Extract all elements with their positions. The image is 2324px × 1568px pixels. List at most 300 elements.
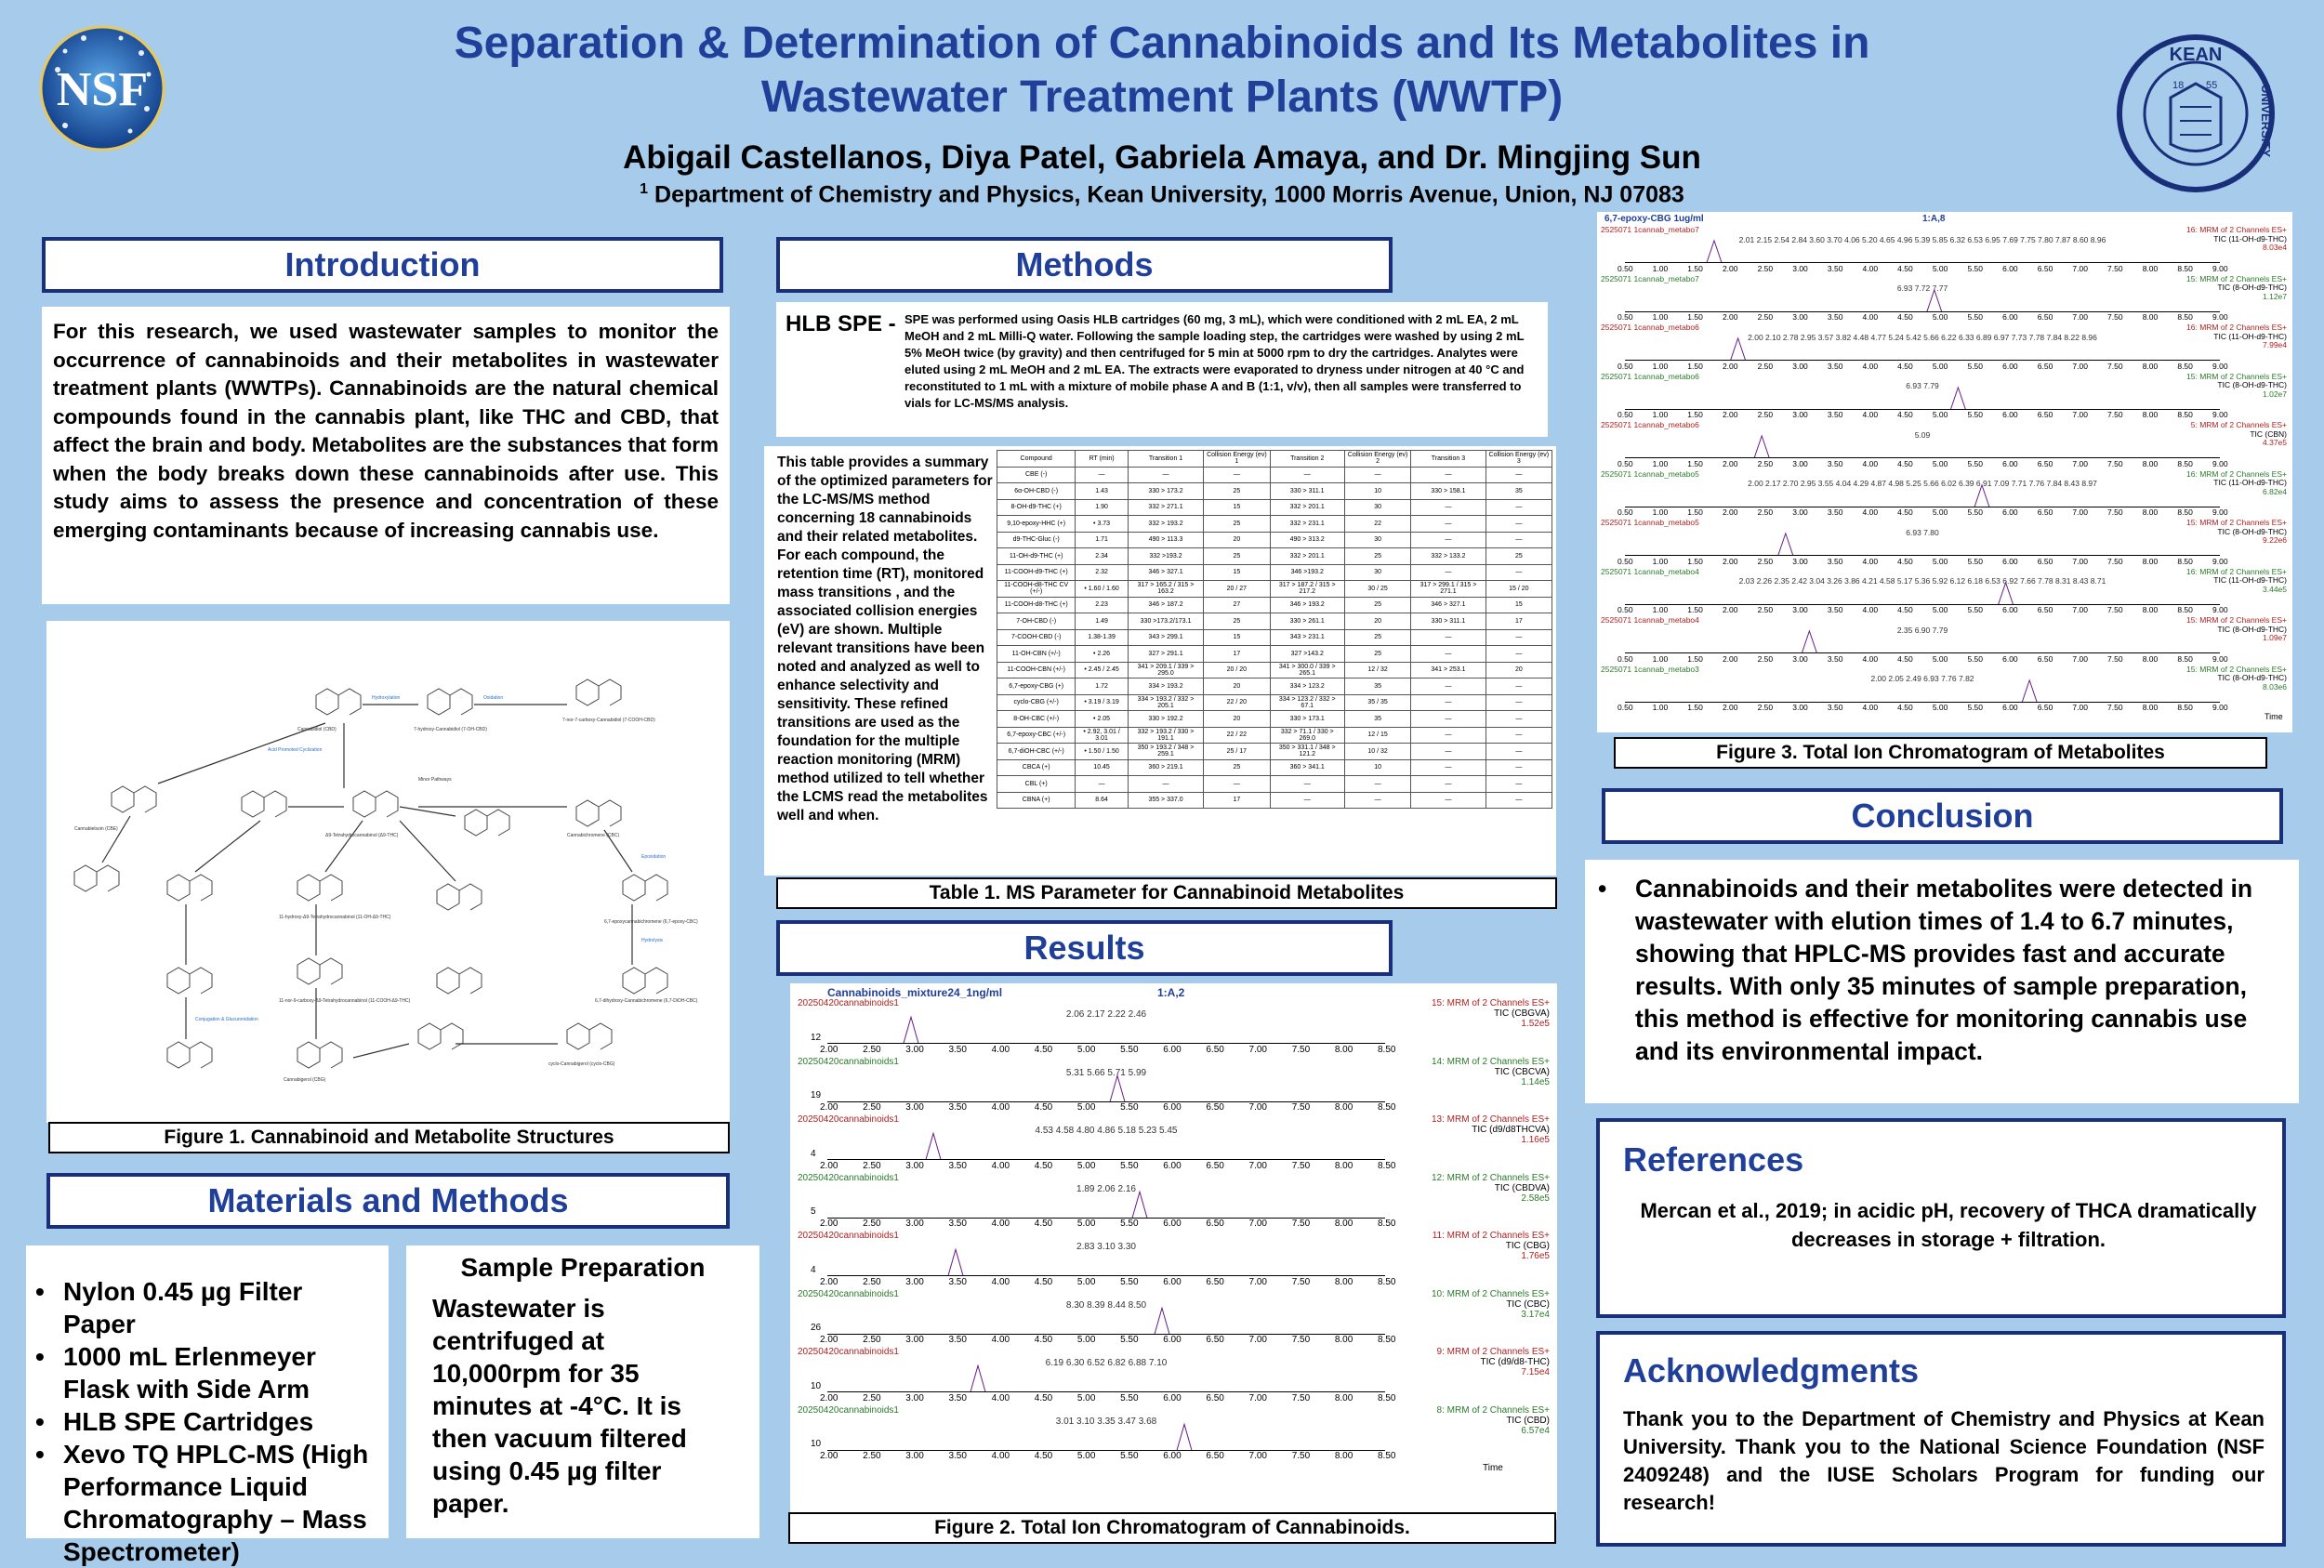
- axis-tick-label: 6.50: [2037, 653, 2053, 664]
- axis-tick-label: 6.50: [2037, 263, 2053, 273]
- table-cell: 12 / 32: [1344, 662, 1410, 679]
- axis-tick-label: 4.00: [1862, 410, 1879, 419]
- table-cell: 25: [1344, 597, 1410, 613]
- trace-intensity: 3.17e4: [1521, 1309, 1550, 1320]
- table-cell: 327 > 291.1: [1128, 646, 1203, 663]
- axis-tick-label: 6.50: [1206, 1276, 1224, 1287]
- trace-intensity: 8.03e6: [2263, 681, 2287, 692]
- axis-tick-label: 4.50: [1034, 1160, 1053, 1171]
- axis-tick-label: 1.50: [1687, 410, 1703, 419]
- figure3-caption: Figure 3. Total Ion Chromatogram of Metabolites: [1614, 737, 2267, 769]
- axis-tick-label: 3.50: [1827, 653, 1843, 664]
- title-line-2: Wastewater Treatment Plants (WWTP): [760, 72, 1564, 122]
- axis-tick-label: 3.50: [948, 1276, 967, 1287]
- trace-plot: [1625, 225, 2220, 274]
- axis-tick-label: 2.00: [820, 1451, 838, 1461]
- axis-tick-label: 9.00: [2212, 361, 2228, 371]
- references-text: Mercan et al., 2019; in acidic pH, recovery of THCA dramatically decreases in storage + filtration.: [1640, 1199, 2257, 1251]
- table-cell: 350 > 193.2 / 348 > 259.1: [1128, 744, 1203, 760]
- table-row: [997, 629, 1552, 646]
- table-cell: —: [1486, 532, 1552, 548]
- trace-peaks: 2.35 6.90 7.79: [1896, 625, 1948, 635]
- axis-tick-label: 6.50: [2037, 605, 2053, 614]
- trace-channel: 15: MRM of 2 Channels ES+: [2186, 518, 2287, 527]
- trace-y-value: 5: [811, 1206, 816, 1217]
- trace-sample: 2525071 1cannab_metabo4: [1601, 566, 1699, 576]
- axis-tick-label: 3.00: [905, 1451, 924, 1461]
- table-cell: 11-COOH-d8-THC CV (+/-): [997, 581, 1076, 598]
- axis-tick-label: 3.50: [948, 1102, 967, 1113]
- axis-tick-label: 2.00: [1722, 653, 1738, 664]
- table-cell: 341 > 253.1: [1411, 662, 1486, 679]
- axis-tick-label: 6.50: [1206, 1392, 1224, 1403]
- axis-tick-label: 7.00: [1248, 1044, 1267, 1055]
- axis-tick-label: 2.50: [863, 1102, 881, 1113]
- axis-tick-label: 3.00: [1792, 458, 1808, 468]
- table-cell: d9-THC-Gluc (-): [997, 532, 1076, 548]
- fig1-label-7cooh-cbd: 7-nor-7-carboxy-Cannabidiol (7-COOH-CBD): [562, 718, 655, 723]
- table-cell: —: [1411, 629, 1486, 646]
- table-cell: —: [1486, 516, 1552, 533]
- table-cell: 334 > 123.2: [1270, 679, 1344, 695]
- axis-tick-label: 8.00: [1334, 1219, 1353, 1229]
- axis-tick-label: 2.50: [1757, 263, 1774, 273]
- materials-list: [35, 1275, 379, 1568]
- table-cell: 25: [1344, 629, 1410, 646]
- axis-tick-label: 2.50: [1757, 507, 1774, 517]
- axis-tick-label: 6.00: [2002, 556, 2018, 566]
- table-cell: 346 > 187.2: [1128, 597, 1203, 613]
- table-cell: 25: [1204, 483, 1270, 500]
- table-row: [997, 727, 1552, 744]
- table-cell: 17: [1486, 613, 1552, 630]
- table-cell: 343 > 231.1: [1270, 629, 1344, 646]
- trace-line: [1625, 582, 2220, 604]
- axis-tick-label: 0.50: [1618, 605, 1633, 614]
- trace-peaks: 3.01 3.10 3.35 3.47 3.68: [1055, 1416, 1157, 1427]
- axis-tick-label: 8.50: [2177, 458, 2193, 468]
- table-cell: —: [1411, 564, 1486, 581]
- table-cell: 330 > 192.2: [1128, 711, 1203, 728]
- axis-tick-label: 4.00: [1862, 703, 1879, 712]
- trace-plot: [1625, 274, 2220, 323]
- chromatogram-trace: [790, 1173, 1557, 1232]
- table-header-cell: Collision Energy (ev) 3: [1486, 451, 1552, 468]
- axis-tick-label: 6.00: [2002, 653, 2018, 664]
- axis-tick-label: 4.00: [991, 1160, 1010, 1171]
- table-cell: 7-OH-CBD (-): [997, 613, 1076, 630]
- axis-tick-label: 2.50: [1757, 703, 1774, 712]
- fig2-title-right: 1:A,2: [1157, 986, 1185, 999]
- trace-line: [1625, 679, 2220, 702]
- kean-seal: [2115, 33, 2278, 195]
- table-header-cell: Collision Energy (ev) 2: [1344, 451, 1410, 468]
- trace-intensity: 3.44e5: [2263, 584, 2287, 594]
- trace-y-value: 10: [811, 1380, 822, 1391]
- table-cell: —: [1076, 776, 1128, 793]
- trace-plot: [1625, 518, 2220, 567]
- axis-tick-label: 9.00: [2212, 703, 2228, 712]
- trace-peaks: 2.03 2.26 2.35 2.42 3.04 3.26 3.86 4.21 4.58 5.17 5.36 5.92 6.12 6.18 6.53 6.92 7.66 7.78 8.31 8.43 8.71: [1738, 576, 2106, 586]
- trace-sample: 20250420cannabinoids1: [798, 1056, 899, 1067]
- axis-tick-label: 8.50: [2177, 263, 2193, 273]
- introduction-text: For this research, we used wastewater samples to monitor the occurrence of cannabinoids and their metabolites in wastewater treatment plants (WWTPs). Cannabinoids are the natural chemical compounds found in the cannabis plant, like THC and CBD, that affect the brain and body. Metabolites are the substances that form when the body breaks down these cannabinoids after use. This study aims to assess the presence and concentration of these emerging contaminants because of increasing cannabis use.: [42, 307, 730, 604]
- seal-side-text: UNIVERSITY: [2259, 84, 2273, 158]
- trace-line: [827, 1075, 1385, 1101]
- table-cell: 332 > 193.2 / 330 > 191.1: [1128, 727, 1203, 744]
- table-cell: —: [1128, 776, 1203, 793]
- fig3-title: 6,7-epoxy-CBG 1ug/ml: [1604, 214, 1704, 224]
- trace-intensity: 1.52e5: [1521, 1019, 1550, 1029]
- axis-tick-label: 8.00: [1334, 1335, 1353, 1345]
- axis-tick-label: 3.50: [948, 1219, 967, 1229]
- trace-sample: 20250420cannabinoids1: [798, 998, 899, 1008]
- table-cell: —: [1411, 646, 1486, 663]
- table-cell: —: [1270, 776, 1344, 793]
- trace-intensity: 4.37e5: [2263, 438, 2287, 447]
- axis-tick-label: 8.00: [2142, 312, 2159, 322]
- fig1-label-hydrolysis: Hydrolysis: [641, 938, 664, 943]
- axis-tick-label: 8.00: [2142, 507, 2159, 517]
- trace-peaks: 8.30 8.39 8.44 8.50: [1065, 1299, 1147, 1311]
- axis-tick-label: 6.00: [2002, 410, 2018, 419]
- table-cell: —: [1486, 467, 1552, 483]
- table-header-cell: Transition 3: [1411, 451, 1486, 468]
- trace-tic: TIC (d9/d8THCVA): [1472, 1125, 1550, 1135]
- trace-line: [827, 1133, 1385, 1159]
- trace-channel: 15: MRM of 2 Channels ES+: [2186, 371, 2287, 381]
- axis-tick-label: 7.00: [2072, 653, 2088, 664]
- references-heading: References: [1623, 1140, 1804, 1179]
- axis-tick-label: 0.50: [1618, 507, 1633, 517]
- table-row: [997, 711, 1552, 728]
- fig1-label-epoxy-cbc: 6,7-epoxycannabichromene (6,7-epoxy-CBC): [604, 919, 698, 925]
- trace-tic: TIC (8-OH-d9-THC): [2217, 526, 2287, 536]
- figure1-caption: Figure 1. Cannabinoid and Metabolite Structures: [48, 1122, 730, 1153]
- fig1-label-cbg: Cannabigerol (CBG): [284, 1077, 326, 1083]
- table-cell: 10.45: [1076, 759, 1128, 776]
- table-row: [997, 516, 1552, 533]
- table-cell: 25: [1204, 759, 1270, 776]
- axis-tick-label: 8.50: [2177, 361, 2193, 371]
- table-cell: —: [1344, 792, 1410, 809]
- axis-tick-label: 8.50: [2177, 507, 2193, 517]
- acknowledgments-heading: Acknowledgments: [1623, 1351, 1920, 1390]
- materials-heading: Materials and Methods: [46, 1173, 730, 1229]
- materials-item: • Nylon 0.45 µg Filter Paper: [35, 1275, 379, 1340]
- trace-tic: TIC (CBGVA): [1494, 1008, 1550, 1019]
- trace-channel: 8: MRM of 2 Channels ES+: [1436, 1404, 1550, 1416]
- axis-tick-label: 7.00: [2072, 507, 2088, 517]
- axis-tick-label: 7.00: [2072, 361, 2088, 371]
- table-cell: 1.90: [1076, 499, 1128, 516]
- trace-tic: TIC (CBCVA): [1494, 1066, 1550, 1077]
- axis-tick-label: 7.50: [2107, 263, 2123, 273]
- table-row: [997, 776, 1552, 793]
- table-cell: 2.32: [1076, 564, 1128, 581]
- axis-tick-label: 5.00: [1076, 1451, 1096, 1461]
- ms-parameter-table: [997, 450, 1552, 809]
- axis-tick-label: 8.00: [1334, 1044, 1353, 1055]
- acknowledgments-text: Thank you to the Department of Chemistry and Physics at Kean University. Thank you to the National Science Foundation (NSF 2409248) and the IUSE Scholars Program for funding our research!: [1623, 1407, 2265, 1514]
- figure3-chromatogram: [1597, 212, 2292, 732]
- axis-tick-label: 9.00: [2212, 556, 2228, 566]
- axis-tick-label: 8.00: [1334, 1276, 1353, 1287]
- nsf-logo-text: NSF: [56, 63, 149, 116]
- axis-tick-label: 8.50: [1378, 1276, 1396, 1287]
- axis-tick-label: 7.00: [2072, 458, 2088, 468]
- axis-tick-label: 3.00: [905, 1102, 924, 1113]
- introduction-heading: Introduction: [42, 237, 723, 293]
- table-row: [997, 694, 1552, 711]
- acknowledgments-box: [1596, 1331, 2286, 1547]
- axis-tick-label: 3.50: [948, 1335, 967, 1345]
- table-cell: • 2.45 / 2.45: [1076, 662, 1128, 679]
- sample-prep-text: Wastewater is centrifuged at 10,000rpm for 35 minutes at -4°C. It is then vacuum filtered using 0.45 µg filter paper.: [432, 1294, 687, 1518]
- axis-tick-label: 1.50: [1687, 507, 1703, 517]
- hlb-spe-text: SPE was performed using Oasis HLB cartridges (60 mg, 3 mL), which were conditioned with 2 mL EA, 2 mL MeOH and 2 mL Milli-Q water. Following the sample loading step, the cartridges were washed by using 2 mL 5% MeOH twice (by gravity) and then centrifuged for 5 min at 5000 rpm to dry the cartridges. Analytes were eluted using 2 mL MeOH and 2 mL EA. The extracts were evaporated to dryness under nitrogen at 40 °C and reconstituted to 1 mL with a mixture of mobile phase A and B (1:1, v/v), then all samples were transferred to vials for LC-MS/MS analysis.: [905, 312, 1525, 410]
- table-cell: —: [1076, 467, 1128, 483]
- axis-tick-label: 6.00: [2002, 507, 2018, 517]
- trace-intensity: 1.09e7: [2263, 633, 2287, 642]
- table-header-cell: Collision Energy (ev) 1: [1204, 451, 1270, 468]
- axis-tick-label: 3.50: [948, 1160, 967, 1171]
- table-cell: 332 > 231.1: [1270, 516, 1344, 533]
- trace-y-value: 12: [811, 1032, 822, 1043]
- trace-y-value: 4: [811, 1148, 816, 1159]
- table-cell: 350 > 331.1 / 348 > 121.2: [1270, 744, 1344, 760]
- table-cell: —: [1411, 792, 1486, 809]
- table-cell: 327 >143.2: [1270, 646, 1344, 663]
- seal-year-a: 18: [2172, 80, 2185, 91]
- trace-tic: TIC (8-OH-d9-THC): [2217, 283, 2287, 292]
- table-cell: 330 > 173.1: [1270, 711, 1344, 728]
- axis-tick-label: 1.00: [1652, 653, 1669, 664]
- axis-tick-label: 4.00: [991, 1335, 1010, 1345]
- axis-tick-label: 4.00: [1862, 361, 1879, 371]
- axis-tick-label: 4.00: [991, 1219, 1010, 1229]
- trace-tic: TIC (8-OH-d9-THC): [2217, 624, 2287, 634]
- table-cell: 30: [1344, 564, 1410, 581]
- axis-tick-label: 6.00: [2002, 361, 2018, 371]
- axis-tick-label: 8.50: [2177, 312, 2193, 322]
- axis-tick-label: 2.50: [1757, 605, 1774, 614]
- table-cell: 360 > 341.1: [1270, 759, 1344, 776]
- trace-line: [827, 1249, 1385, 1275]
- axis-tick-label: 7.50: [1291, 1276, 1311, 1287]
- table-cell: cyclo-CBG (+/-): [997, 694, 1076, 711]
- axis-tick-label: 7.00: [2072, 263, 2088, 273]
- axis-tick-label: 6.00: [2002, 605, 2018, 614]
- trace-peaks: 2.00 2.05 2.49 6.93 7.76 7.82: [1870, 674, 1974, 683]
- axis-tick-label: 7.50: [1291, 1219, 1311, 1229]
- table-cell: 332 > 271.1: [1128, 499, 1203, 516]
- table-cell: 20: [1486, 662, 1552, 679]
- fig1-label-diol-cbc: 6,7-dihydroxy-Cannabichromene (6,7-DiOH-CBC): [595, 998, 698, 1004]
- axis-tick-label: 1.00: [1652, 458, 1669, 468]
- table-intro-text: This table provides a summary of the optimized parameters for the LC-MS/MS method concerning 18 cannabinoids and their related metabolites. For each compound, the retention time (RT), monitored mass transitions , and the associated collision energies (eV) are shown. Multiple relevant transitions have been noted and analyzed as well to enhance selectivity and sensitivity. These refined transitions are used as the foundation for the multiple reaction monitoring (MRM) method utilized to tell whether the LCMS read the metabolites well and when.: [777, 455, 993, 824]
- fig1-label-epoxidation: Epoxidation: [641, 854, 667, 860]
- dept-text: Department of Chemistry and Physics, Kean University, 1000 Morris Avenue, Union, NJ 07083: [654, 181, 1684, 208]
- trace-sample: 20250420cannabinoids1: [798, 1288, 899, 1299]
- trace-channel: 13: MRM of 2 Channels ES+: [1431, 1114, 1550, 1125]
- table-cell: 35: [1344, 679, 1410, 695]
- table-cell: 25 / 17: [1204, 744, 1270, 760]
- axis-tick-label: 0.50: [1618, 263, 1633, 273]
- axis-tick-label: 9.00: [2212, 507, 2228, 517]
- trace-plot: [1625, 665, 2220, 714]
- axis-tick-label: 4.00: [991, 1392, 1010, 1403]
- axis-tick-label: 5.50: [1967, 556, 1984, 566]
- figure2-chromatogram: [790, 983, 1557, 1520]
- axis-tick-label: 4.50: [1034, 1335, 1053, 1345]
- axis-tick-label: 6.50: [2037, 410, 2053, 419]
- trace-sample: 2525071 1cannab_metabo3: [1601, 664, 1699, 674]
- axis-tick-label: 6.00: [1163, 1335, 1182, 1345]
- table-cell: 30: [1344, 532, 1410, 548]
- axis-tick-label: 2.50: [1757, 361, 1774, 371]
- table-cell: 15: [1486, 597, 1552, 613]
- fig1-label-11cooh: 11-nor-9-carboxy-Δ9-Tetrahydrocannabinol (11-COOH-Δ9-THC): [279, 998, 411, 1004]
- axis-tick-label: 1.00: [1652, 263, 1669, 273]
- table-cell: 1.43: [1076, 483, 1128, 500]
- dept-superscript: 1: [640, 181, 649, 197]
- axis-tick-label: 5.50: [1967, 653, 1984, 664]
- table-cell: 7-COOH-CBD (-): [997, 629, 1076, 646]
- trace-tic: TIC (CBDVA): [1494, 1182, 1550, 1193]
- trace-sample: 20250420cannabinoids1: [798, 1347, 899, 1357]
- table-cell: —: [1204, 467, 1270, 483]
- axis-tick-label: 8.00: [2142, 263, 2159, 273]
- axis-tick-label: 2.00: [1722, 458, 1738, 468]
- trace-channel: 15: MRM of 2 Channels ES+: [2186, 615, 2287, 625]
- table-cell: 343 > 299.1: [1128, 629, 1203, 646]
- trace-channel: 14: MRM of 2 Channels ES+: [1431, 1056, 1550, 1067]
- trace-tic: TIC (11-OH-d9-THC): [2213, 478, 2287, 487]
- axis-tick-label: 2.00: [1722, 703, 1738, 712]
- table-row: [997, 679, 1552, 695]
- fig1-label-cbc: Cannabichromene (CBC): [567, 833, 620, 838]
- axis-tick-label: 6.00: [1163, 1219, 1182, 1229]
- sample-prep-box: [406, 1245, 759, 1538]
- axis-tick-label: 7.00: [2072, 556, 2088, 566]
- table-cell: 1.72: [1076, 679, 1128, 695]
- axis-tick-label: 3.50: [1827, 605, 1843, 614]
- chromatogram-trace: [1597, 372, 2292, 421]
- trace-line: [1625, 484, 2220, 507]
- axis-tick-label: 1.50: [1687, 263, 1703, 273]
- table-cell: 6α-OH-CBD (-): [997, 483, 1076, 500]
- axis-tick-label: 7.00: [2072, 703, 2088, 712]
- trace-channel: 16: MRM of 2 Channels ES+: [2186, 468, 2287, 479]
- axis-tick-label: 0.50: [1618, 361, 1633, 371]
- chromatogram-trace: [1597, 567, 2292, 616]
- trace-peaks: 2.01 2.15 2.54 2.84 3.60 3.70 4.06 5.20 4.65 4.96 5.39 5.85 6.32 6.53 6.95 7.69 7.75 7.80 7.87 8.60 8.96: [1738, 234, 2106, 244]
- axis-tick-label: 2.50: [863, 1160, 881, 1171]
- axis-tick-label: 3.00: [1792, 361, 1808, 371]
- axis-tick-label: 5.00: [1932, 312, 1948, 322]
- axis-tick-label: 7.00: [1248, 1335, 1267, 1345]
- table-cell: • 2.05: [1076, 711, 1128, 728]
- trace-plot: [1625, 567, 2220, 616]
- trace-tic: TIC (11-OH-d9-THC): [2213, 575, 2287, 585]
- axis-tick-label: 1.50: [1687, 605, 1703, 614]
- axis-tick-label: 7.00: [1248, 1392, 1267, 1403]
- materials-item: • HLB SPE Cartridges: [35, 1405, 379, 1438]
- trace-line: [1625, 631, 2220, 653]
- table-cell: 6,7-diOH-CBC (+/-): [997, 744, 1076, 760]
- table-cell: —: [1486, 694, 1552, 711]
- table-cell: 332 > 133.2: [1411, 548, 1486, 565]
- axis-tick-label: 8.00: [2142, 556, 2159, 566]
- table-cell: 20: [1204, 532, 1270, 548]
- table1-caption: Table 1. MS Parameter for Cannabinoid Metabolites: [776, 877, 1557, 909]
- materials-item: • 1000 mL Erlenmeyer Flask with Side Arm: [35, 1340, 379, 1405]
- axis-tick-label: 4.50: [1897, 410, 1913, 419]
- ms-table-body: [997, 467, 1552, 809]
- trace-channel: 16: MRM of 2 Channels ES+: [2186, 225, 2287, 234]
- axis-tick-label: 6.50: [2037, 556, 2053, 566]
- trace-peaks: 6.93 7.72 7.77: [1896, 283, 1948, 293]
- table-cell: —: [1411, 532, 1486, 548]
- trace-sample: 20250420cannabinoids1: [798, 1172, 899, 1183]
- table-cell: 490 > 313.2: [1270, 532, 1344, 548]
- trace-intensity: 2.58e5: [1521, 1192, 1550, 1204]
- axis-tick-label: 4.50: [1034, 1044, 1053, 1055]
- trace-tic: TIC (d9/d8-THC): [1480, 1357, 1550, 1367]
- axis-tick-label: 8.50: [1378, 1219, 1396, 1229]
- trace-peaks: 6.93 7.79: [1906, 381, 1939, 390]
- table-cell: 330 >173.2/173.1: [1128, 613, 1203, 630]
- axis-tick-label: 2.50: [863, 1335, 881, 1345]
- table-cell: 15: [1204, 629, 1270, 646]
- table-cell: 2.34: [1076, 548, 1128, 565]
- table-cell: 332 > 201.1: [1270, 548, 1344, 565]
- axis-tick-label: 6.00: [2002, 458, 2018, 468]
- table-row: [997, 564, 1552, 581]
- axis-tick-label: 9.00: [2212, 653, 2228, 664]
- chromatogram-trace: [790, 1289, 1557, 1348]
- axis-tick-label: 6.00: [1163, 1276, 1182, 1287]
- axis-tick-label: 1.00: [1652, 507, 1669, 517]
- axis-tick-label: 4.50: [1034, 1219, 1053, 1229]
- axis-tick-label: 4.50: [1897, 361, 1913, 371]
- axis-tick-label: 0.50: [1618, 703, 1633, 712]
- chromatogram-trace: [790, 1405, 1557, 1464]
- results-heading: Results: [776, 920, 1393, 976]
- trace-sample: 2525071 1cannab_metabo6: [1601, 371, 1699, 381]
- axis-tick-label: 3.00: [905, 1276, 924, 1287]
- table-cell: —: [1411, 516, 1486, 533]
- table-cell: 1.38-1.39: [1076, 629, 1128, 646]
- trace-line: [827, 1424, 1385, 1450]
- table-cell: 6,7-epoxy-CBC (+/-): [997, 727, 1076, 744]
- axis-tick-label: 7.00: [2072, 312, 2088, 322]
- axis-tick-label: 2.50: [1757, 458, 1774, 468]
- table-box: [764, 446, 1556, 876]
- axis-tick-label: 3.00: [1792, 556, 1808, 566]
- figure1-diagram: [46, 621, 730, 1123]
- table-row: [997, 532, 1552, 548]
- axis-tick-label: 6.50: [1206, 1219, 1224, 1229]
- axis-tick-label: 5.50: [1120, 1451, 1139, 1461]
- axis-tick-label: 3.00: [905, 1044, 924, 1055]
- chromatogram-trace: [1597, 274, 2292, 323]
- axis-tick-label: 2.00: [1722, 410, 1738, 419]
- axis-tick-label: 5.00: [1076, 1160, 1096, 1171]
- table-cell: 17: [1204, 646, 1270, 663]
- trace-sample: 2525071 1cannab_metabo7: [1601, 273, 1699, 283]
